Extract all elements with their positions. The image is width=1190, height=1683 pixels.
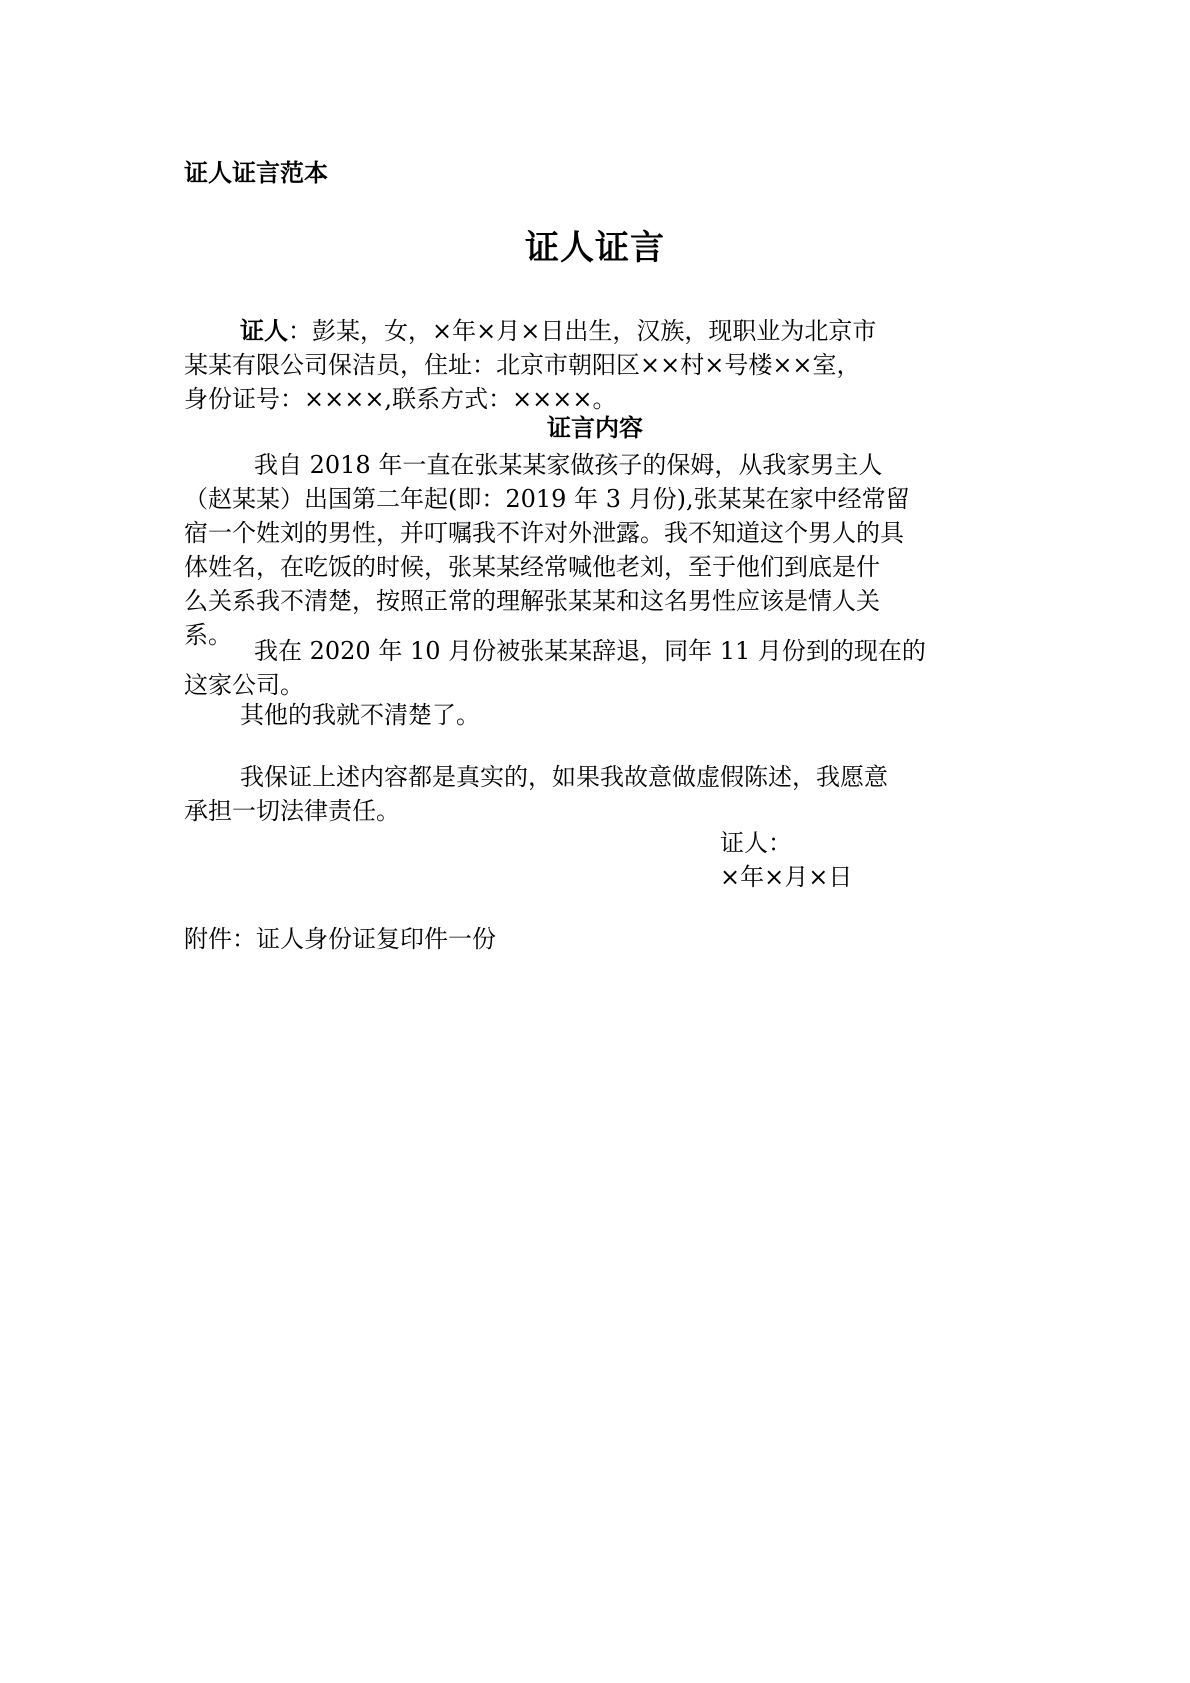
para1-line-5: 么关系我不清楚，按照正常的理解张某某和这名男性应该是情人关 bbox=[184, 587, 880, 615]
para1-line-2: （赵某某）出国第二年起(即：2019 年 3 月份),张某某在家中经常留 bbox=[184, 485, 910, 513]
para1-line-4: 体姓名，在吃饭的时候，张某某经常喊他老刘，至于他们到底是什 bbox=[184, 553, 880, 581]
guarantee-line-1: 我保证上述内容都是真实的，如果我故意做虚假陈述，我愿意 bbox=[240, 763, 888, 791]
para2-line-2: 这家公司。 bbox=[184, 671, 304, 699]
guarantee-line-2: 承担一切法律责任。 bbox=[184, 797, 400, 825]
attachment-note: 附件：证人身份证复印件一份 bbox=[184, 925, 496, 953]
para3-line: 其他的我就不清楚了。 bbox=[240, 701, 480, 729]
signature-label: 证人： bbox=[720, 829, 792, 857]
document-header: 证人证言范本 bbox=[184, 158, 328, 187]
para1-line-3: 宿一个姓刘的男性，并叮嘱我不许对外泄露。我不知道这个男人的具 bbox=[184, 519, 904, 547]
para1-line-1: 我自 2018 年一直在张某某家做孩子的保姆，从我家男主人 bbox=[254, 451, 883, 479]
witness-info-text-1: ：彭某，女，×年×月×日出生，汉族，现职业为北京市 bbox=[288, 317, 877, 345]
para2-line-1: 我在 2020 年 10 月份被张某某辞退，同年 11 月份到的现在的 bbox=[254, 637, 926, 665]
witness-info-line-2: 某某有限公司保洁员，住址：北京市朝阳区××村×号楼××室， bbox=[184, 351, 861, 379]
witness-info-line-1 bbox=[240, 314, 876, 348]
signature-date: ×年×月×日 bbox=[720, 863, 853, 891]
witness-label: 证人 bbox=[240, 316, 288, 345]
para1-line-6: 系。 bbox=[184, 621, 232, 649]
document-title: 证人证言 bbox=[525, 228, 665, 268]
section-title: 证言内容 bbox=[547, 413, 643, 442]
witness-info-line-3: 身份证号：××××,联系方式：××××。 bbox=[184, 385, 617, 413]
